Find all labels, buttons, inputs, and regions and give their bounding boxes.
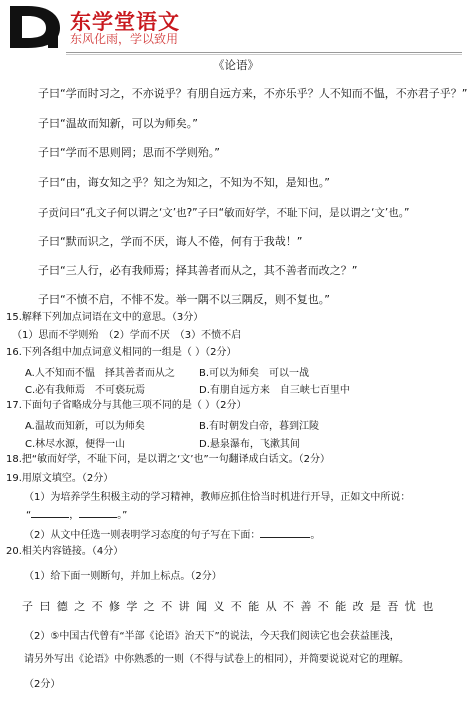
- quote-1: 子曰“学而时习之，不亦说乎？有朋自远方来，不亦乐乎？人不知而不愠，不亦君子乎？”: [38, 87, 468, 100]
- answer-blank: [79, 508, 117, 518]
- question-18: 18.把“敏而好学，不耻下问，是以谓之‘文’也”一句翻译成白话文。（2分）: [6, 454, 330, 465]
- q17-option-c: C.林尽水源，便得一山: [25, 439, 126, 450]
- answer-blank: [260, 528, 310, 538]
- quote-8: 子曰“不愤不启，不悱不发。举一隅不以三隅反，则不复也。”: [38, 293, 330, 306]
- quote-5: 子贡问曰“孔文子何以谓之‘文’也?”子曰“敏而好学，不耻下问，是以谓之‘文’也。”: [38, 207, 410, 219]
- brand-slogan: 东风化雨，学以致用: [70, 32, 179, 46]
- answer-blank: [31, 508, 69, 518]
- quote-6: 子曰“默而识之，学而不厌，诲人不倦，何有于我哉！”: [38, 235, 303, 248]
- document-title: 《论语》: [213, 58, 259, 72]
- question-17-stem: 17.下面句子省略成分与其他三项不同的是（ ）（2分）: [6, 400, 247, 411]
- question-16-stem: 16.下列各组中加点词意义相同的一组是（ ）（2分）: [6, 347, 237, 358]
- question-20-passage: 子曰德之不修学之不讲闻义不能从不善不能改是吾忧也: [22, 600, 440, 613]
- question-20-part2-points: （2分）: [24, 679, 61, 690]
- q16-option-d: D.有朋自远方来 自三峡七百里中: [199, 385, 350, 396]
- quote-4: 子曰“由，诲女知之乎？知之为知之，不知为不知，是知也。”: [38, 176, 330, 189]
- question-19-part2: （2）从文中任选一则表明学习态度的句子写在下面： 。: [24, 530, 321, 541]
- quote-3: 子曰“学而不思则罔；思而不学则殆。”: [38, 146, 220, 159]
- quote-2: 子曰“温故而知新，可以为师矣。”: [38, 117, 198, 130]
- question-15-stem: 15.解释下列加点词语在文中的意思。（3分）: [6, 312, 204, 323]
- question-19-part1-blanks: “ ， 。”: [26, 510, 128, 521]
- q16-option-a: A.人不知而不愠 择其善者而从之: [25, 368, 175, 379]
- header-divider: [66, 52, 462, 53]
- q17-option-b: B.有时朝发白帝，暮到江陵: [199, 421, 320, 432]
- question-20-part1: （1）给下面一则断句，并加上标点。（2分）: [24, 571, 222, 582]
- logo-d-icon: [6, 4, 64, 50]
- q17-option-a: A.温故而知新，可以为师矣: [25, 421, 145, 432]
- header-divider-secondary: [66, 54, 462, 55]
- brand-header: [0, 0, 470, 52]
- q16-option-c: C.必有我师焉 不可亵玩焉: [25, 385, 146, 396]
- quote-7: 子曰“三人行，必有我师焉；择其善者而从之，其不善者而改之？”: [38, 264, 358, 277]
- question-20-part2-line1: （2）⑤中国古代曾有“半部《论语》治天下”的说法，今天我们阅读它也会获益匪浅，: [24, 631, 400, 642]
- question-19-stem: 19.用原文填空。（2分）: [6, 473, 114, 484]
- q16-option-b: B.可以为师矣 可以一战: [199, 368, 310, 379]
- question-19-part1: （1）为培养学生积极主动的学习精神，教师应抓住恰当时机进行开导，正如文中所说：: [24, 492, 411, 503]
- brand-title: 东学堂语文: [70, 10, 180, 34]
- question-15-items: （1）思而不学则殆 （2）学而不厌 （3）不愤不启: [12, 330, 242, 341]
- question-20-stem: 20.相关内容链接。（4分）: [6, 546, 124, 557]
- q17-option-d: D.悬泉瀑布，飞漱其间: [199, 439, 300, 450]
- question-20-part2-line2: 请另外写出《论语》中你熟悉的一则（不得与试卷上的相同），并简要说说对它的理解。: [24, 654, 409, 665]
